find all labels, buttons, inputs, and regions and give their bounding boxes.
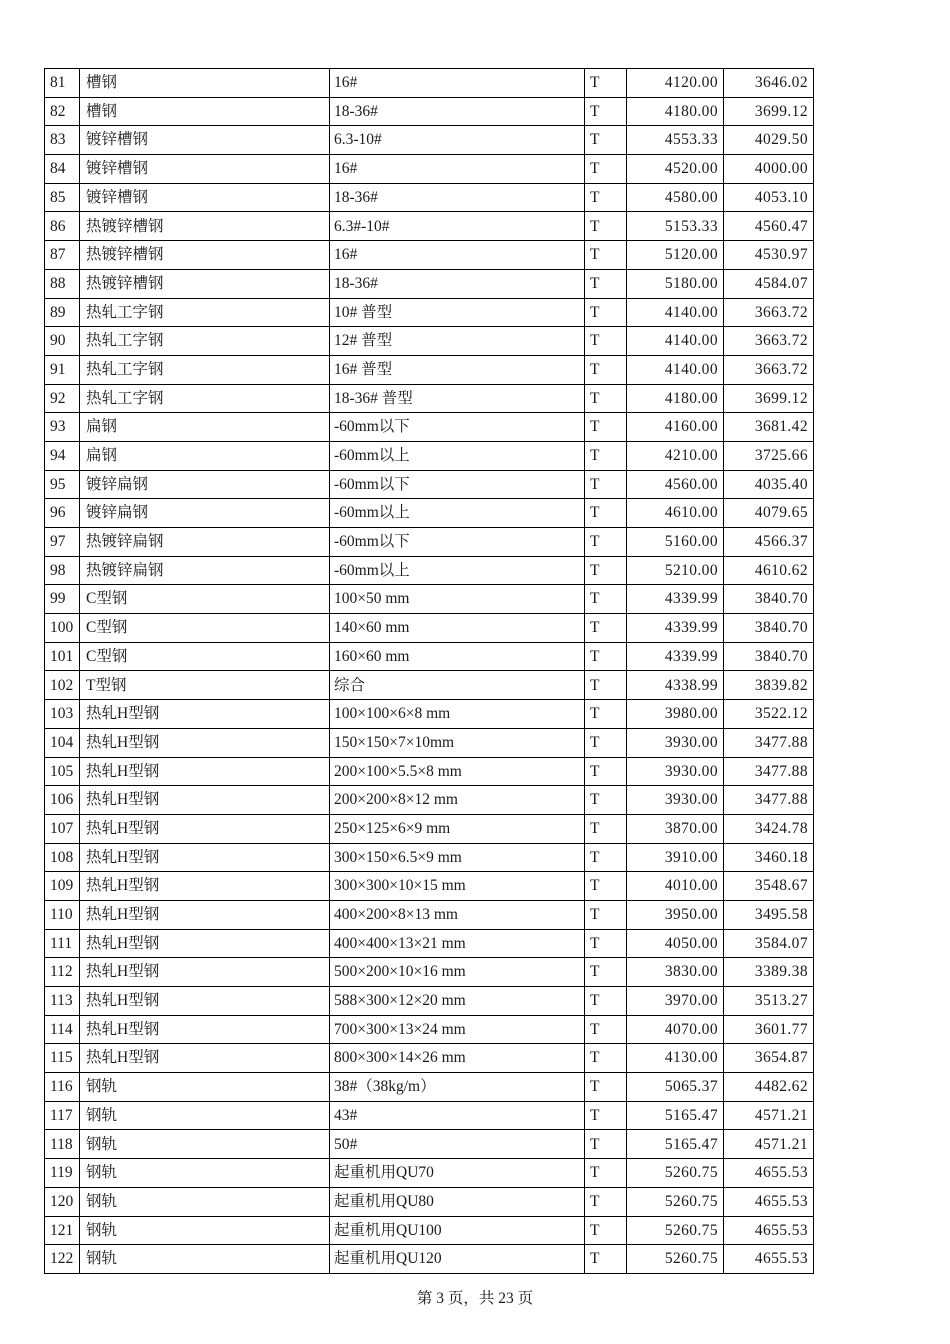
table-row bbox=[45, 1101, 814, 1130]
unit-cell: T bbox=[585, 183, 627, 212]
unit-cell: T bbox=[585, 97, 627, 126]
table-row bbox=[45, 556, 814, 585]
price-cell: 3930.00 bbox=[627, 757, 724, 786]
unit-cell: T bbox=[585, 786, 627, 815]
tax-price-cell: 4482.62 bbox=[724, 1073, 814, 1102]
unit-cell: T bbox=[585, 757, 627, 786]
table-row bbox=[45, 1187, 814, 1216]
material-name-cell: 热轧H型钢 bbox=[80, 786, 330, 815]
price-cell: 4070.00 bbox=[627, 1015, 724, 1044]
spec-cell: 起重机用QU70 bbox=[330, 1159, 585, 1188]
spec-cell: 200×100×5.5×8 mm bbox=[330, 757, 585, 786]
unit-cell: T bbox=[585, 441, 627, 470]
row-number-cell: 110 bbox=[45, 900, 80, 929]
spec-cell: 300×300×10×15 mm bbox=[330, 872, 585, 901]
unit-cell: T bbox=[585, 298, 627, 327]
table-row bbox=[45, 1015, 814, 1044]
row-number-cell: 88 bbox=[45, 269, 80, 298]
row-number-cell: 119 bbox=[45, 1159, 80, 1188]
price-cell: 5165.47 bbox=[627, 1101, 724, 1130]
table-row bbox=[45, 269, 814, 298]
price-cell: 4140.00 bbox=[627, 298, 724, 327]
table-row bbox=[45, 212, 814, 241]
unit-cell: T bbox=[585, 1073, 627, 1102]
spec-cell: 起重机用QU80 bbox=[330, 1187, 585, 1216]
tax-price-cell: 4571.21 bbox=[724, 1101, 814, 1130]
price-cell: 4210.00 bbox=[627, 441, 724, 470]
material-name-cell: 热轧工字钢 bbox=[80, 298, 330, 327]
spec-cell: -60mm以下 bbox=[330, 413, 585, 442]
material-name-cell: 热镀锌槽钢 bbox=[80, 212, 330, 241]
price-cell: 4120.00 bbox=[627, 69, 724, 98]
spec-cell: -60mm以上 bbox=[330, 556, 585, 585]
unit-cell: T bbox=[585, 528, 627, 557]
table-row bbox=[45, 814, 814, 843]
spec-cell: 18-36# bbox=[330, 269, 585, 298]
unit-cell: T bbox=[585, 872, 627, 901]
table-row bbox=[45, 413, 814, 442]
spec-cell: 200×200×8×12 mm bbox=[330, 786, 585, 815]
row-number-cell: 114 bbox=[45, 1015, 80, 1044]
table-row bbox=[45, 642, 814, 671]
material-name-cell: 镀锌槽钢 bbox=[80, 126, 330, 155]
price-cell: 5260.75 bbox=[627, 1187, 724, 1216]
tax-price-cell: 4566.37 bbox=[724, 528, 814, 557]
spec-cell: 500×200×10×16 mm bbox=[330, 958, 585, 987]
price-cell: 5153.33 bbox=[627, 212, 724, 241]
spec-cell: 100×50 mm bbox=[330, 585, 585, 614]
row-number-cell: 94 bbox=[45, 441, 80, 470]
table-row bbox=[45, 384, 814, 413]
page-indicator: 第 3 页，共 23 页 bbox=[416, 1290, 534, 1307]
table-row bbox=[45, 1245, 814, 1274]
spec-cell: 10# 普型 bbox=[330, 298, 585, 327]
unit-cell: T bbox=[585, 499, 627, 528]
price-cell: 5120.00 bbox=[627, 241, 724, 270]
tax-price-cell: 3725.66 bbox=[724, 441, 814, 470]
tax-price-cell: 4035.40 bbox=[724, 470, 814, 499]
row-number-cell: 107 bbox=[45, 814, 80, 843]
tax-price-cell: 3839.82 bbox=[724, 671, 814, 700]
material-name-cell: 热轧工字钢 bbox=[80, 384, 330, 413]
price-cell: 3930.00 bbox=[627, 786, 724, 815]
unit-cell: T bbox=[585, 585, 627, 614]
price-cell: 4180.00 bbox=[627, 384, 724, 413]
material-name-cell: 热轧工字钢 bbox=[80, 355, 330, 384]
price-cell: 4140.00 bbox=[627, 327, 724, 356]
material-name-cell: 槽钢 bbox=[80, 97, 330, 126]
unit-cell: T bbox=[585, 241, 627, 270]
tax-price-cell: 4079.65 bbox=[724, 499, 814, 528]
tax-price-cell: 4655.53 bbox=[724, 1187, 814, 1216]
material-name-cell: 热轧H型钢 bbox=[80, 987, 330, 1016]
tax-price-cell: 3663.72 bbox=[724, 327, 814, 356]
spec-cell: 100×100×6×8 mm bbox=[330, 700, 585, 729]
unit-cell: T bbox=[585, 814, 627, 843]
tax-price-cell: 3840.70 bbox=[724, 585, 814, 614]
table-row bbox=[45, 1216, 814, 1245]
spec-cell: 6.3#-10# bbox=[330, 212, 585, 241]
tax-price-cell: 3601.77 bbox=[724, 1015, 814, 1044]
spec-cell: -60mm以上 bbox=[330, 499, 585, 528]
price-cell: 4130.00 bbox=[627, 1044, 724, 1073]
unit-cell: T bbox=[585, 900, 627, 929]
price-cell: 5260.75 bbox=[627, 1159, 724, 1188]
row-number-cell: 97 bbox=[45, 528, 80, 557]
price-cell: 3950.00 bbox=[627, 900, 724, 929]
tax-price-cell: 4029.50 bbox=[724, 126, 814, 155]
unit-cell: T bbox=[585, 642, 627, 671]
spec-cell: 400×200×8×13 mm bbox=[330, 900, 585, 929]
material-name-cell: 槽钢 bbox=[80, 69, 330, 98]
material-name-cell: 钢轨 bbox=[80, 1073, 330, 1102]
price-cell: 4180.00 bbox=[627, 97, 724, 126]
price-cell: 5165.47 bbox=[627, 1130, 724, 1159]
unit-cell: T bbox=[585, 126, 627, 155]
tax-price-cell: 4584.07 bbox=[724, 269, 814, 298]
material-name-cell: C型钢 bbox=[80, 642, 330, 671]
tax-price-cell: 3699.12 bbox=[724, 97, 814, 126]
row-number-cell: 90 bbox=[45, 327, 80, 356]
material-name-cell: 热轧H型钢 bbox=[80, 843, 330, 872]
row-number-cell: 99 bbox=[45, 585, 80, 614]
price-cell: 5210.00 bbox=[627, 556, 724, 585]
price-cell: 3870.00 bbox=[627, 814, 724, 843]
table-row bbox=[45, 987, 814, 1016]
material-name-cell: 扁钢 bbox=[80, 413, 330, 442]
price-cell: 3970.00 bbox=[627, 987, 724, 1016]
row-number-cell: 111 bbox=[45, 929, 80, 958]
unit-cell: T bbox=[585, 987, 627, 1016]
table-row bbox=[45, 757, 814, 786]
row-number-cell: 102 bbox=[45, 671, 80, 700]
unit-cell: T bbox=[585, 958, 627, 987]
row-number-cell: 115 bbox=[45, 1044, 80, 1073]
row-number-cell: 108 bbox=[45, 843, 80, 872]
tax-price-cell: 3477.88 bbox=[724, 757, 814, 786]
unit-cell: T bbox=[585, 1044, 627, 1073]
material-name-cell: 热镀锌槽钢 bbox=[80, 241, 330, 270]
row-number-cell: 82 bbox=[45, 97, 80, 126]
unit-cell: T bbox=[585, 728, 627, 757]
material-name-cell: 镀锌槽钢 bbox=[80, 155, 330, 184]
tax-price-cell: 3548.67 bbox=[724, 872, 814, 901]
unit-cell: T bbox=[585, 1101, 627, 1130]
table-row bbox=[45, 900, 814, 929]
row-number-cell: 91 bbox=[45, 355, 80, 384]
row-number-cell: 92 bbox=[45, 384, 80, 413]
material-name-cell: 钢轨 bbox=[80, 1245, 330, 1274]
unit-cell: T bbox=[585, 355, 627, 384]
table-row bbox=[45, 298, 814, 327]
unit-cell: T bbox=[585, 269, 627, 298]
tax-price-cell: 3460.18 bbox=[724, 843, 814, 872]
table-row bbox=[45, 585, 814, 614]
tax-price-cell: 3699.12 bbox=[724, 384, 814, 413]
material-name-cell: 钢轨 bbox=[80, 1159, 330, 1188]
material-name-cell: 热轧H型钢 bbox=[80, 1044, 330, 1073]
unit-cell: T bbox=[585, 843, 627, 872]
table-row bbox=[45, 843, 814, 872]
spec-cell: 16# bbox=[330, 69, 585, 98]
tax-price-cell: 4571.21 bbox=[724, 1130, 814, 1159]
table-body bbox=[45, 69, 814, 1274]
tax-price-cell: 4655.53 bbox=[724, 1216, 814, 1245]
price-cell: 4140.00 bbox=[627, 355, 724, 384]
tax-price-cell: 3513.27 bbox=[724, 987, 814, 1016]
table-row bbox=[45, 728, 814, 757]
table-row bbox=[45, 470, 814, 499]
tax-price-cell: 4655.53 bbox=[724, 1245, 814, 1274]
price-cell: 5160.00 bbox=[627, 528, 724, 557]
spec-cell: 50# bbox=[330, 1130, 585, 1159]
row-number-cell: 98 bbox=[45, 556, 80, 585]
tax-price-cell: 3424.78 bbox=[724, 814, 814, 843]
row-number-cell: 104 bbox=[45, 728, 80, 757]
spec-cell: 6.3-10# bbox=[330, 126, 585, 155]
spec-cell: 700×300×13×24 mm bbox=[330, 1015, 585, 1044]
row-number-cell: 84 bbox=[45, 155, 80, 184]
material-name-cell: 镀锌扁钢 bbox=[80, 499, 330, 528]
material-name-cell: C型钢 bbox=[80, 585, 330, 614]
material-name-cell: 钢轨 bbox=[80, 1101, 330, 1130]
material-name-cell: 热轧H型钢 bbox=[80, 757, 330, 786]
row-number-cell: 93 bbox=[45, 413, 80, 442]
row-number-cell: 113 bbox=[45, 987, 80, 1016]
unit-cell: T bbox=[585, 413, 627, 442]
price-cell: 4010.00 bbox=[627, 872, 724, 901]
price-cell: 5260.75 bbox=[627, 1245, 724, 1274]
row-number-cell: 81 bbox=[45, 69, 80, 98]
spec-cell: 起重机用QU100 bbox=[330, 1216, 585, 1245]
tax-price-cell: 4053.10 bbox=[724, 183, 814, 212]
price-cell: 3830.00 bbox=[627, 958, 724, 987]
unit-cell: T bbox=[585, 929, 627, 958]
unit-cell: T bbox=[585, 69, 627, 98]
unit-cell: T bbox=[585, 327, 627, 356]
unit-cell: T bbox=[585, 700, 627, 729]
page-footer bbox=[0, 1286, 950, 1308]
material-name-cell: 钢轨 bbox=[80, 1187, 330, 1216]
material-name-cell: C型钢 bbox=[80, 614, 330, 643]
material-name-cell: 扁钢 bbox=[80, 441, 330, 470]
table-row bbox=[45, 1130, 814, 1159]
tax-price-cell: 3840.70 bbox=[724, 642, 814, 671]
row-number-cell: 120 bbox=[45, 1187, 80, 1216]
spec-cell: 16# bbox=[330, 155, 585, 184]
table-row bbox=[45, 126, 814, 155]
material-name-cell: 热镀锌扁钢 bbox=[80, 556, 330, 585]
table-row bbox=[45, 786, 814, 815]
tax-price-cell: 3663.72 bbox=[724, 355, 814, 384]
material-name-cell: 热轧H型钢 bbox=[80, 728, 330, 757]
price-cell: 3910.00 bbox=[627, 843, 724, 872]
row-number-cell: 103 bbox=[45, 700, 80, 729]
price-cell: 4520.00 bbox=[627, 155, 724, 184]
table-row bbox=[45, 1073, 814, 1102]
spec-cell: 18-36# bbox=[330, 97, 585, 126]
price-cell: 4610.00 bbox=[627, 499, 724, 528]
row-number-cell: 86 bbox=[45, 212, 80, 241]
price-cell: 4160.00 bbox=[627, 413, 724, 442]
table-row bbox=[45, 355, 814, 384]
row-number-cell: 85 bbox=[45, 183, 80, 212]
spec-cell: -60mm以上 bbox=[330, 441, 585, 470]
unit-cell: T bbox=[585, 1187, 627, 1216]
material-name-cell: 热轧H型钢 bbox=[80, 700, 330, 729]
material-name-cell: 热轧工字钢 bbox=[80, 327, 330, 356]
table-row bbox=[45, 528, 814, 557]
row-number-cell: 112 bbox=[45, 958, 80, 987]
spec-cell: 43# bbox=[330, 1101, 585, 1130]
row-number-cell: 95 bbox=[45, 470, 80, 499]
spec-cell: 150×150×7×10mm bbox=[330, 728, 585, 757]
material-name-cell: 镀锌扁钢 bbox=[80, 470, 330, 499]
row-number-cell: 106 bbox=[45, 786, 80, 815]
row-number-cell: 117 bbox=[45, 1101, 80, 1130]
material-name-cell: 钢轨 bbox=[80, 1130, 330, 1159]
row-number-cell: 118 bbox=[45, 1130, 80, 1159]
tax-price-cell: 4000.00 bbox=[724, 155, 814, 184]
table-row bbox=[45, 700, 814, 729]
material-name-cell: 镀锌槽钢 bbox=[80, 183, 330, 212]
tax-price-cell: 4655.53 bbox=[724, 1159, 814, 1188]
tax-price-cell: 3654.87 bbox=[724, 1044, 814, 1073]
table-row bbox=[45, 441, 814, 470]
material-name-cell: 热镀锌扁钢 bbox=[80, 528, 330, 557]
tax-price-cell: 3584.07 bbox=[724, 929, 814, 958]
table-row bbox=[45, 671, 814, 700]
row-number-cell: 83 bbox=[45, 126, 80, 155]
table-row bbox=[45, 929, 814, 958]
row-number-cell: 122 bbox=[45, 1245, 80, 1274]
unit-cell: T bbox=[585, 1159, 627, 1188]
unit-cell: T bbox=[585, 614, 627, 643]
row-number-cell: 116 bbox=[45, 1073, 80, 1102]
table-row bbox=[45, 97, 814, 126]
table-row bbox=[45, 872, 814, 901]
tax-price-cell: 3477.88 bbox=[724, 728, 814, 757]
spec-cell: 800×300×14×26 mm bbox=[330, 1044, 585, 1073]
table-row bbox=[45, 183, 814, 212]
table-row bbox=[45, 1159, 814, 1188]
tax-price-cell: 3477.88 bbox=[724, 786, 814, 815]
tax-price-cell: 4560.47 bbox=[724, 212, 814, 241]
table-row bbox=[45, 958, 814, 987]
unit-cell: T bbox=[585, 470, 627, 499]
unit-cell: T bbox=[585, 1216, 627, 1245]
price-cell: 5260.75 bbox=[627, 1216, 724, 1245]
price-cell: 5065.37 bbox=[627, 1073, 724, 1102]
table-row bbox=[45, 614, 814, 643]
spec-cell: -60mm以下 bbox=[330, 528, 585, 557]
tax-price-cell: 3522.12 bbox=[724, 700, 814, 729]
price-cell: 4553.33 bbox=[627, 126, 724, 155]
row-number-cell: 96 bbox=[45, 499, 80, 528]
tax-price-cell: 3663.72 bbox=[724, 298, 814, 327]
unit-cell: T bbox=[585, 155, 627, 184]
row-number-cell: 121 bbox=[45, 1216, 80, 1245]
material-name-cell: 热镀锌槽钢 bbox=[80, 269, 330, 298]
unit-cell: T bbox=[585, 1130, 627, 1159]
price-cell: 5180.00 bbox=[627, 269, 724, 298]
spec-cell: 起重机用QU120 bbox=[330, 1245, 585, 1274]
price-cell: 3980.00 bbox=[627, 700, 724, 729]
tax-price-cell: 4530.97 bbox=[724, 241, 814, 270]
tax-price-cell: 3389.38 bbox=[724, 958, 814, 987]
tax-price-cell: 3495.58 bbox=[724, 900, 814, 929]
spec-cell: 综合 bbox=[330, 671, 585, 700]
row-number-cell: 109 bbox=[45, 872, 80, 901]
material-name-cell: T型钢 bbox=[80, 671, 330, 700]
unit-cell: T bbox=[585, 1245, 627, 1274]
table-row bbox=[45, 155, 814, 184]
spec-cell: 16# 普型 bbox=[330, 355, 585, 384]
table-row bbox=[45, 499, 814, 528]
row-number-cell: 101 bbox=[45, 642, 80, 671]
spec-cell: 250×125×6×9 mm bbox=[330, 814, 585, 843]
price-cell: 4580.00 bbox=[627, 183, 724, 212]
unit-cell: T bbox=[585, 212, 627, 241]
price-cell: 4339.99 bbox=[627, 614, 724, 643]
spec-cell: 18-36# 普型 bbox=[330, 384, 585, 413]
spec-cell: 12# 普型 bbox=[330, 327, 585, 356]
table-row bbox=[45, 69, 814, 98]
spec-cell: 18-36# bbox=[330, 183, 585, 212]
unit-cell: T bbox=[585, 671, 627, 700]
row-number-cell: 105 bbox=[45, 757, 80, 786]
row-number-cell: 89 bbox=[45, 298, 80, 327]
tax-price-cell: 4610.62 bbox=[724, 556, 814, 585]
spec-cell: 38#（38kg/m） bbox=[330, 1073, 585, 1102]
material-name-cell: 热轧H型钢 bbox=[80, 929, 330, 958]
table-row bbox=[45, 327, 814, 356]
material-name-cell: 热轧H型钢 bbox=[80, 900, 330, 929]
steel-price-table bbox=[44, 68, 814, 1274]
price-cell: 4339.99 bbox=[627, 642, 724, 671]
price-cell: 4338.99 bbox=[627, 671, 724, 700]
spec-cell: 16# bbox=[330, 241, 585, 270]
tax-price-cell: 3681.42 bbox=[724, 413, 814, 442]
material-name-cell: 热轧H型钢 bbox=[80, 814, 330, 843]
unit-cell: T bbox=[585, 1015, 627, 1044]
table-row bbox=[45, 241, 814, 270]
spec-cell: 300×150×6.5×9 mm bbox=[330, 843, 585, 872]
price-cell: 3930.00 bbox=[627, 728, 724, 757]
spec-cell: 160×60 mm bbox=[330, 642, 585, 671]
spec-cell: 588×300×12×20 mm bbox=[330, 987, 585, 1016]
table-row bbox=[45, 1044, 814, 1073]
unit-cell: T bbox=[585, 556, 627, 585]
price-cell: 4339.99 bbox=[627, 585, 724, 614]
unit-cell: T bbox=[585, 384, 627, 413]
spec-cell: 400×400×13×21 mm bbox=[330, 929, 585, 958]
tax-price-cell: 3646.02 bbox=[724, 69, 814, 98]
row-number-cell: 100 bbox=[45, 614, 80, 643]
material-name-cell: 热轧H型钢 bbox=[80, 1015, 330, 1044]
tax-price-cell: 3840.70 bbox=[724, 614, 814, 643]
material-name-cell: 热轧H型钢 bbox=[80, 872, 330, 901]
spec-cell: -60mm以下 bbox=[330, 470, 585, 499]
row-number-cell: 87 bbox=[45, 241, 80, 270]
price-cell: 4050.00 bbox=[627, 929, 724, 958]
spec-cell: 140×60 mm bbox=[330, 614, 585, 643]
material-name-cell: 钢轨 bbox=[80, 1216, 330, 1245]
material-name-cell: 热轧H型钢 bbox=[80, 958, 330, 987]
price-cell: 4560.00 bbox=[627, 470, 724, 499]
